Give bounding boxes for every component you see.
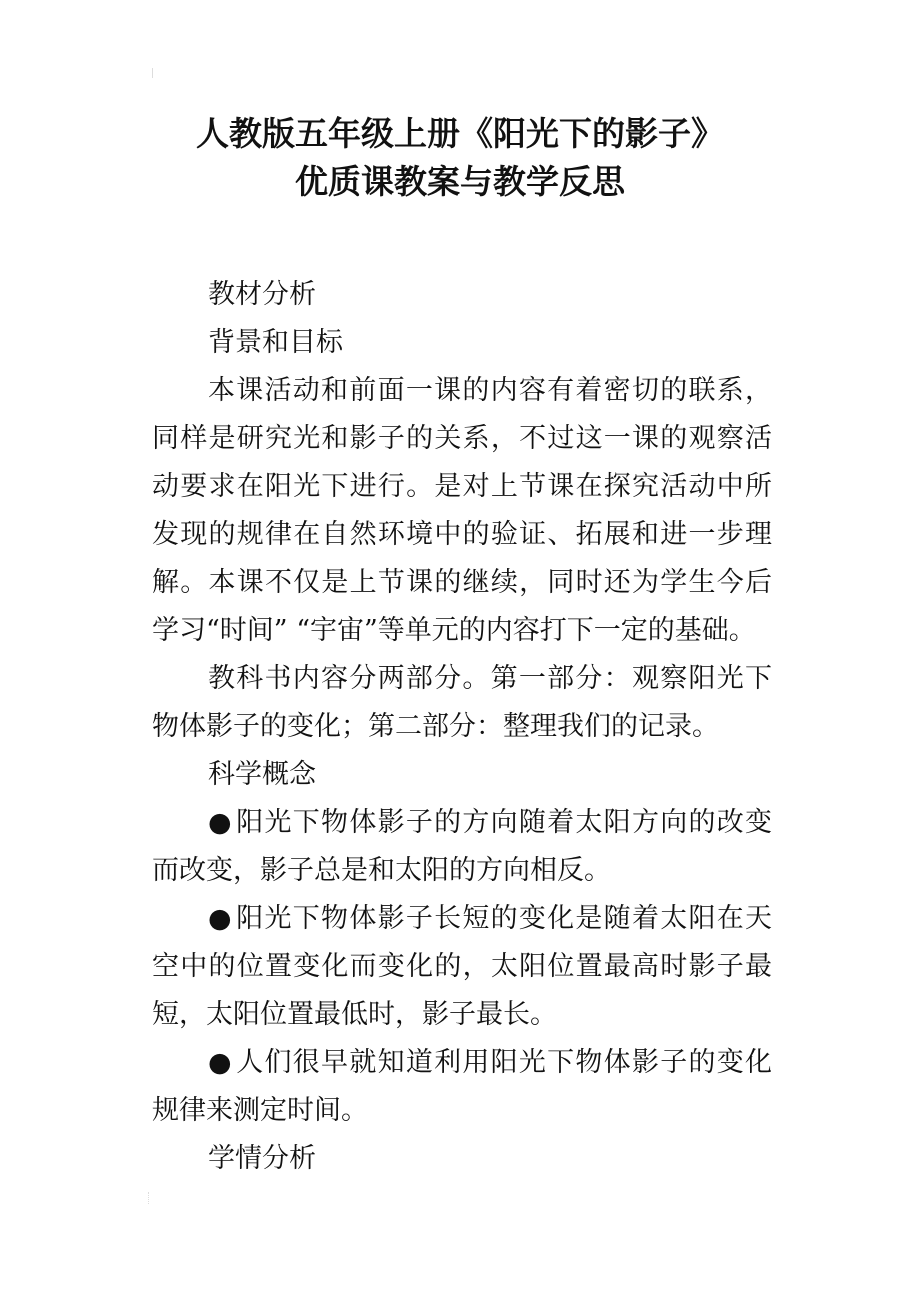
- bullet-dot-icon: ●: [208, 807, 232, 838]
- concept-bullet-item: [152, 1039, 772, 1135]
- bullet-dot-icon: ●: [208, 1047, 232, 1078]
- concept-bullet-text: 人们很早就知道利用阳光下物体影子的变化规律来测定时间。: [152, 1047, 772, 1126]
- paragraph-textbook-content: 教科书内容分两部分。第一部分：观察阳光下物体影子的变化；第二部分：整理我们的记录。: [152, 663, 772, 742]
- section-heading-student-analysis: 学情分析: [208, 1143, 316, 1174]
- bullet-dot-icon: ●: [208, 903, 232, 934]
- document-title: [0, 110, 920, 206]
- title-line-1: 人教版五年级上册《阳光下的影子》: [196, 114, 724, 153]
- concept-bullet-text: 阳光下物体影子的方向随着太阳方向的改变而改变，影子总是和太阳的方向相反。: [152, 807, 772, 886]
- document-body: [152, 271, 772, 1183]
- concept-bullet-item: [152, 895, 772, 1039]
- paragraph-lesson-background: 本课活动和前面一课的内容有着密切的联系，同样是研究光和影子的关系，不过这一课的观察活动要求在阳光下进行。是对上节课在探究活动中所发现的规律在自然环境中的验证、拓展和进一步理解。本课不仅是上节课的继续，同时还为学生今后学习“时间” “宇宙”等单元的内容打下一定的基础。: [152, 375, 772, 646]
- page-corner-mark: [148, 1192, 155, 1204]
- concept-bullet-text: 阳光下物体影子长短的变化是随着太阳在天空中的位置变化而变化的，太阳位置最高时影子最短，太阳位置最低时，影子最长。: [152, 903, 772, 1030]
- section-heading-background-and-goals: 背景和目标: [208, 327, 343, 358]
- page-corner-mark: [152, 68, 159, 78]
- section-heading-teaching-material-analysis: 教材分析: [208, 279, 316, 310]
- concept-bullet-item: [152, 799, 772, 895]
- section-heading-science-concepts: 科学概念: [208, 759, 316, 790]
- title-line-2: 优质课教案与教学反思: [295, 162, 625, 201]
